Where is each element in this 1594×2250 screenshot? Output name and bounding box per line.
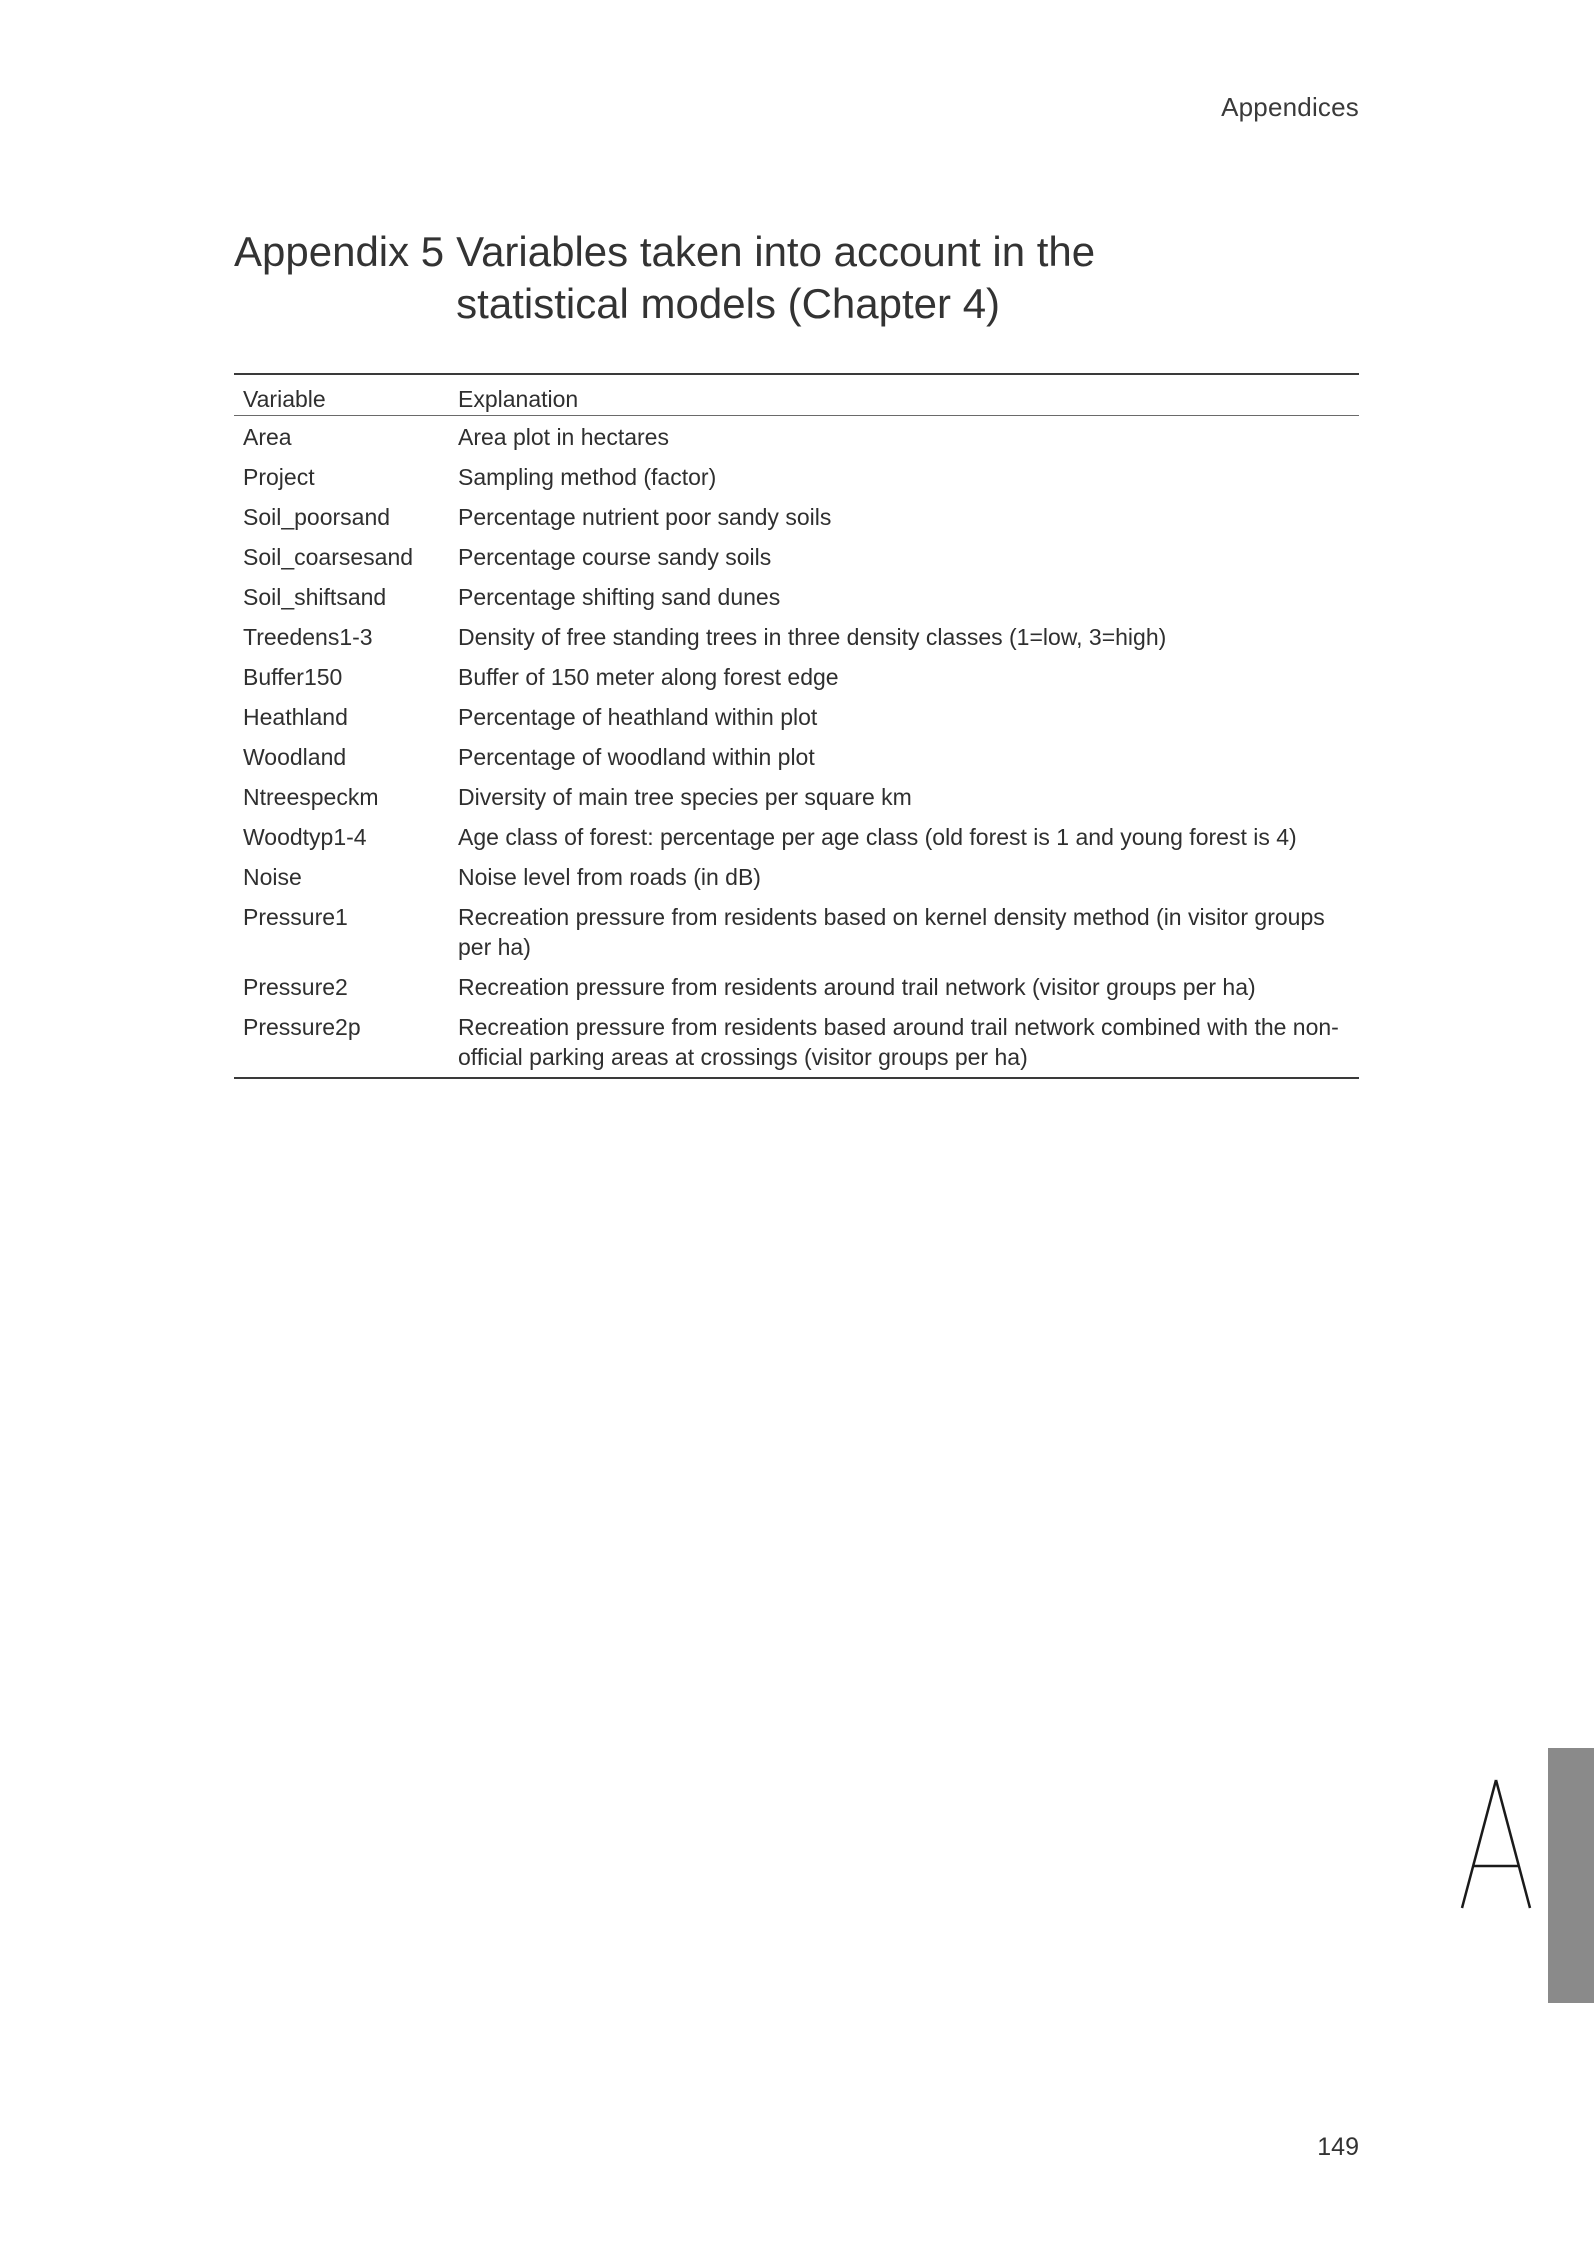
table-row <box>234 577 1359 617</box>
table-row <box>234 857 1359 897</box>
explanation-cell: Percentage course sandy soils <box>458 544 772 570</box>
variable-cell: Project <box>243 464 315 490</box>
chapter-tab <box>1548 1748 1594 2003</box>
letter-a-left-stroke <box>1462 1780 1496 1908</box>
variable-cell: Pressure2 <box>243 974 348 1000</box>
chapter-letter-a-icon <box>1458 1778 1534 1910</box>
variable-cell: Heathland <box>243 704 348 730</box>
variable-cell: Soil_poorsand <box>243 504 391 530</box>
explanation-cell: Percentage nutrient poor sandy soils <box>458 504 832 530</box>
table-row <box>234 537 1359 577</box>
appendix-title-text: Variables taken into account in the statistical models (Chapter 4) <box>456 228 1096 327</box>
table-row <box>234 817 1359 857</box>
variable-cell: Noise <box>243 864 302 890</box>
table-row <box>234 617 1359 657</box>
variable-cell: Buffer150 <box>243 664 343 690</box>
column-header-variable: Variable <box>243 386 326 412</box>
table-row <box>234 457 1359 497</box>
table-row <box>234 697 1359 737</box>
explanation-cell: Percentage of heathland within plot <box>458 704 818 730</box>
table-row <box>234 897 1359 967</box>
variable-cell: Woodland <box>243 744 347 770</box>
explanation-cell: Recreation pressure from residents based around trail network combined with the non-official parking areas at crossings (visitor groups per ha) <box>458 1014 1339 1070</box>
table-row <box>234 1007 1359 1078</box>
appendix-title-label: Appendix 5 <box>234 228 445 275</box>
table-row <box>234 416 1359 458</box>
variable-cell: Treedens1-3 <box>243 624 373 650</box>
explanation-cell: Area plot in hectares <box>458 424 669 450</box>
variable-cell: Pressure2p <box>243 1014 361 1040</box>
explanation-cell: Percentage of woodland within plot <box>458 744 815 770</box>
explanation-cell: Density of free standing trees in three density classes (1=low, 3=high) <box>458 624 1167 650</box>
running-header: Appendices <box>1221 92 1359 122</box>
explanation-cell: Diversity of main tree species per square km <box>458 784 912 810</box>
variable-cell: Ntreespeckm <box>243 784 379 810</box>
explanation-cell: Sampling method (factor) <box>458 464 717 490</box>
explanation-cell: Recreation pressure from residents around trail network (visitor groups per ha) <box>458 974 1256 1000</box>
column-header-explanation: Explanation <box>458 386 579 412</box>
explanation-cell: Noise level from roads (in dB) <box>458 864 761 890</box>
table-row <box>234 777 1359 817</box>
table-row <box>234 967 1359 1007</box>
page-number: 149 <box>1317 2133 1359 2161</box>
table-row <box>234 737 1359 777</box>
variable-cell: Soil_coarsesand <box>243 544 414 570</box>
explanation-cell: Percentage shifting sand dunes <box>458 584 781 610</box>
explanation-cell: Recreation pressure from residents based on kernel density method (in visitor groups per ha) <box>458 904 1325 960</box>
table-row <box>234 657 1359 697</box>
variable-cell: Soil_shiftsand <box>243 584 387 610</box>
appendix-title <box>234 226 1364 330</box>
explanation-cell: Age class of forest: percentage per age class (old forest is 1 and young forest is 4) <box>458 824 1297 850</box>
variable-cell: Area <box>243 424 292 450</box>
variables-table <box>234 373 1359 1079</box>
table-header-row <box>234 374 1359 416</box>
letter-a-right-stroke <box>1496 1780 1530 1908</box>
explanation-cell: Buffer of 150 meter along forest edge <box>458 664 839 690</box>
table-row <box>234 497 1359 537</box>
variable-cell: Woodtyp1-4 <box>243 824 367 850</box>
variable-cell: Pressure1 <box>243 904 348 930</box>
